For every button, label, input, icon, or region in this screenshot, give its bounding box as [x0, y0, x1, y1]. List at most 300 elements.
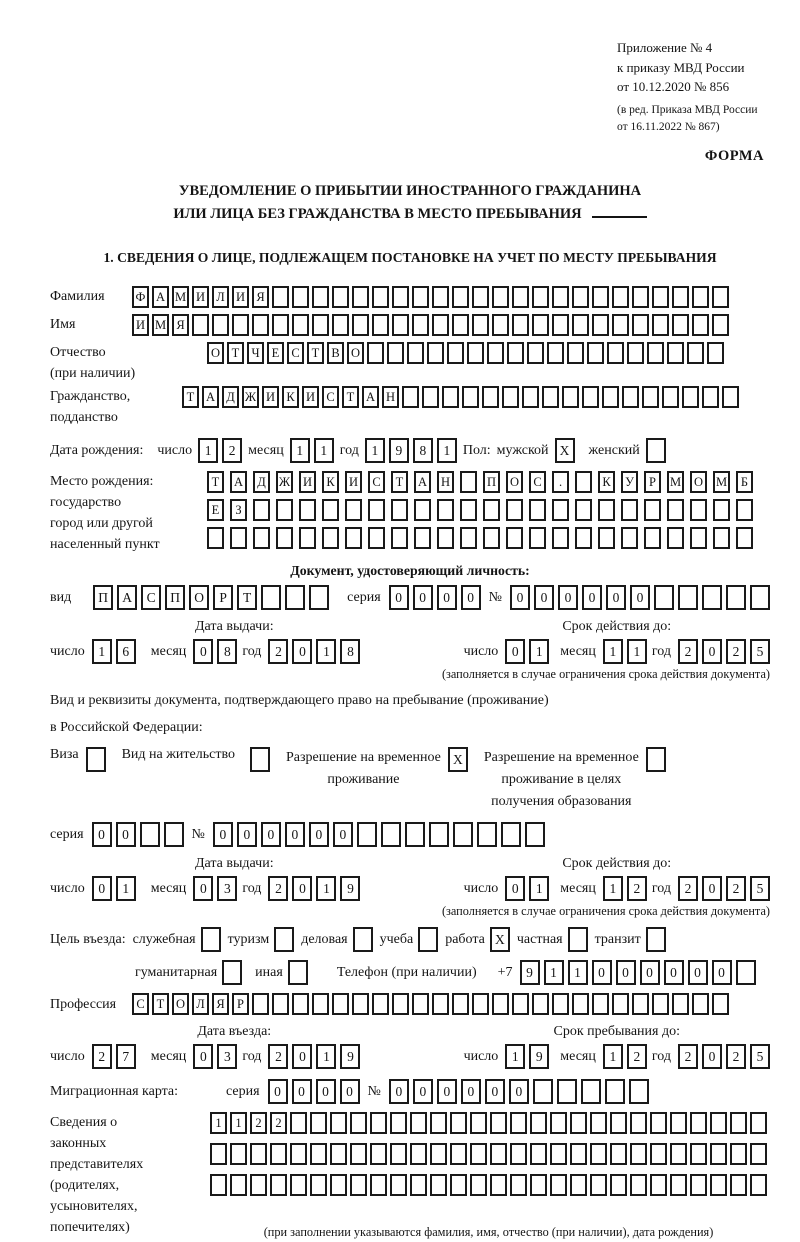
char-cell[interactable]: У	[621, 471, 638, 493]
char-cell[interactable]: А	[152, 286, 169, 308]
char-cell[interactable]: 2	[270, 1112, 287, 1134]
char-cell[interactable]	[322, 499, 339, 521]
char-cell[interactable]: О	[172, 993, 189, 1015]
char-cell[interactable]: О	[207, 342, 224, 364]
char-cell[interactable]: М	[172, 286, 189, 308]
char-cell[interactable]	[330, 1174, 347, 1196]
char-cell[interactable]: 0	[292, 1079, 312, 1104]
char-cell[interactable]: 1	[230, 1112, 247, 1134]
char-cell[interactable]	[250, 1174, 267, 1196]
char-cell[interactable]: 0	[712, 960, 732, 985]
char-cell[interactable]: Я	[252, 286, 269, 308]
char-cell[interactable]: И	[299, 471, 316, 493]
char-cell[interactable]: 1	[314, 438, 334, 463]
char-cell[interactable]	[550, 1143, 567, 1165]
char-cell[interactable]	[736, 499, 753, 521]
char-cell[interactable]	[310, 1112, 327, 1134]
char-cell[interactable]: 0	[193, 876, 213, 901]
char-cell[interactable]: 0	[640, 960, 660, 985]
char-cell[interactable]: 3	[217, 876, 237, 901]
char-cell[interactable]	[672, 286, 689, 308]
char-cell[interactable]: 2	[726, 639, 746, 664]
char-cell[interactable]	[512, 286, 529, 308]
char-cell[interactable]	[492, 993, 509, 1015]
char-cell[interactable]: 0	[606, 585, 626, 610]
char-cell[interactable]: 9	[340, 876, 360, 901]
char-cell[interactable]: О	[506, 471, 523, 493]
char-cell[interactable]	[532, 314, 549, 336]
char-cell[interactable]	[590, 1112, 607, 1134]
char-cell[interactable]	[390, 1143, 407, 1165]
char-cell[interactable]	[687, 342, 704, 364]
char-cell[interactable]	[506, 499, 523, 521]
char-cell[interactable]	[612, 286, 629, 308]
char-cell[interactable]	[450, 1143, 467, 1165]
char-cell[interactable]: 0	[592, 960, 612, 985]
char-cell[interactable]	[429, 822, 449, 847]
char-cell[interactable]: 5	[750, 639, 770, 664]
char-cell[interactable]: 0	[582, 585, 602, 610]
char-cell[interactable]	[402, 386, 419, 408]
char-cell[interactable]	[713, 527, 730, 549]
char-cell[interactable]: 6	[116, 639, 136, 664]
char-cell[interactable]	[552, 499, 569, 521]
char-cell[interactable]	[621, 499, 638, 521]
char-cell[interactable]: 1	[316, 876, 336, 901]
char-cell[interactable]	[692, 993, 709, 1015]
char-cell[interactable]	[510, 1143, 527, 1165]
char-cell[interactable]: Т	[237, 585, 257, 610]
char-cell[interactable]: 1	[603, 639, 623, 664]
char-cell[interactable]	[550, 1174, 567, 1196]
edu-residence-permit-checkbox[interactable]	[646, 747, 666, 772]
char-cell[interactable]: М	[152, 314, 169, 336]
char-cell[interactable]	[472, 286, 489, 308]
char-cell[interactable]	[650, 1143, 667, 1165]
char-cell[interactable]	[210, 1174, 227, 1196]
char-cell[interactable]	[572, 993, 589, 1015]
char-cell[interactable]	[483, 527, 500, 549]
char-cell[interactable]	[207, 527, 224, 549]
char-cell[interactable]: 0	[437, 1079, 457, 1104]
char-cell[interactable]: 1	[316, 1044, 336, 1069]
char-cell[interactable]	[612, 314, 629, 336]
char-cell[interactable]	[490, 1174, 507, 1196]
char-cell[interactable]: 1	[290, 438, 310, 463]
char-cell[interactable]	[412, 314, 429, 336]
char-cell[interactable]: 0	[437, 585, 457, 610]
char-cell[interactable]	[345, 527, 362, 549]
char-cell[interactable]	[410, 1112, 427, 1134]
char-cell[interactable]: 9	[529, 1044, 549, 1069]
char-cell[interactable]	[290, 1112, 307, 1134]
char-cell[interactable]	[510, 1112, 527, 1134]
char-cell[interactable]: М	[667, 471, 684, 493]
char-cell[interactable]	[390, 1112, 407, 1134]
char-cell[interactable]: 7	[116, 1044, 136, 1069]
char-cell[interactable]	[690, 1174, 707, 1196]
char-cell[interactable]: 0	[261, 822, 281, 847]
char-cell[interactable]: 0	[292, 1044, 312, 1069]
char-cell[interactable]: 1	[505, 1044, 525, 1069]
char-cell[interactable]	[654, 585, 674, 610]
char-cell[interactable]	[482, 386, 499, 408]
char-cell[interactable]	[477, 822, 497, 847]
purpose-humanitarian-checkbox[interactable]	[222, 960, 242, 985]
char-cell[interactable]: А	[362, 386, 379, 408]
char-cell[interactable]	[552, 314, 569, 336]
char-cell[interactable]	[736, 527, 753, 549]
char-cell[interactable]	[552, 993, 569, 1015]
char-cell[interactable]	[487, 342, 504, 364]
sex-male-checkbox[interactable]: X	[555, 438, 575, 463]
char-cell[interactable]	[192, 314, 209, 336]
char-cell[interactable]: 8	[340, 639, 360, 664]
char-cell[interactable]: И	[192, 286, 209, 308]
char-cell[interactable]	[572, 314, 589, 336]
char-cell[interactable]	[533, 1079, 553, 1104]
char-cell[interactable]	[512, 314, 529, 336]
char-cell[interactable]: Р	[232, 993, 249, 1015]
char-cell[interactable]	[710, 1174, 727, 1196]
char-cell[interactable]	[750, 1143, 767, 1165]
char-cell[interactable]: 0	[268, 1079, 288, 1104]
char-cell[interactable]: 0	[389, 585, 409, 610]
char-cell[interactable]	[527, 342, 544, 364]
char-cell[interactable]	[692, 286, 709, 308]
char-cell[interactable]	[352, 314, 369, 336]
char-cell[interactable]: 1	[116, 876, 136, 901]
char-cell[interactable]: К	[282, 386, 299, 408]
char-cell[interactable]	[690, 1112, 707, 1134]
char-cell[interactable]	[575, 527, 592, 549]
char-cell[interactable]: 9	[520, 960, 540, 985]
char-cell[interactable]	[570, 1143, 587, 1165]
visa-checkbox[interactable]	[86, 747, 106, 772]
char-cell[interactable]: П	[483, 471, 500, 493]
char-cell[interactable]: И	[132, 314, 149, 336]
char-cell[interactable]: Л	[212, 286, 229, 308]
char-cell[interactable]	[567, 342, 584, 364]
char-cell[interactable]: 0	[92, 876, 112, 901]
char-cell[interactable]	[490, 1112, 507, 1134]
char-cell[interactable]: 0	[389, 1079, 409, 1104]
char-cell[interactable]	[387, 342, 404, 364]
char-cell[interactable]	[285, 585, 305, 610]
char-cell[interactable]: И	[232, 286, 249, 308]
char-cell[interactable]: 8	[413, 438, 433, 463]
char-cell[interactable]	[644, 499, 661, 521]
char-cell[interactable]	[621, 527, 638, 549]
char-cell[interactable]	[272, 314, 289, 336]
sex-female-checkbox[interactable]	[646, 438, 666, 463]
char-cell[interactable]: 0	[702, 876, 722, 901]
char-cell[interactable]	[629, 1079, 649, 1104]
char-cell[interactable]	[261, 585, 281, 610]
char-cell[interactable]	[632, 314, 649, 336]
char-cell[interactable]	[670, 1143, 687, 1165]
char-cell[interactable]	[652, 993, 669, 1015]
char-cell[interactable]	[230, 1174, 247, 1196]
char-cell[interactable]	[230, 1143, 247, 1165]
char-cell[interactable]	[140, 822, 160, 847]
char-cell[interactable]: С	[132, 993, 149, 1015]
char-cell[interactable]: 1	[437, 438, 457, 463]
char-cell[interactable]	[592, 993, 609, 1015]
char-cell[interactable]	[483, 499, 500, 521]
char-cell[interactable]: С	[529, 471, 546, 493]
purpose-tourism-checkbox[interactable]	[274, 927, 294, 952]
char-cell[interactable]: 5	[750, 876, 770, 901]
char-cell[interactable]	[352, 286, 369, 308]
char-cell[interactable]	[370, 1143, 387, 1165]
char-cell[interactable]	[712, 314, 729, 336]
char-cell[interactable]: Ж	[276, 471, 293, 493]
char-cell[interactable]	[690, 527, 707, 549]
char-cell[interactable]	[672, 993, 689, 1015]
char-cell[interactable]	[290, 1143, 307, 1165]
char-cell[interactable]	[552, 527, 569, 549]
char-cell[interactable]	[332, 993, 349, 1015]
char-cell[interactable]	[530, 1174, 547, 1196]
char-cell[interactable]: 0	[534, 585, 554, 610]
char-cell[interactable]	[312, 314, 329, 336]
char-cell[interactable]	[450, 1112, 467, 1134]
char-cell[interactable]: З	[230, 499, 247, 521]
char-cell[interactable]: 2	[726, 876, 746, 901]
char-cell[interactable]: 2	[222, 438, 242, 463]
char-cell[interactable]	[381, 822, 401, 847]
char-cell[interactable]	[412, 993, 429, 1015]
purpose-transit-checkbox[interactable]	[646, 927, 666, 952]
char-cell[interactable]: Я	[212, 993, 229, 1015]
char-cell[interactable]: А	[414, 471, 431, 493]
char-cell[interactable]	[722, 386, 739, 408]
char-cell[interactable]	[412, 286, 429, 308]
char-cell[interactable]	[630, 1112, 647, 1134]
char-cell[interactable]	[627, 342, 644, 364]
char-cell[interactable]	[310, 1143, 327, 1165]
char-cell[interactable]: 0	[292, 639, 312, 664]
char-cell[interactable]: 0	[485, 1079, 505, 1104]
char-cell[interactable]	[370, 1174, 387, 1196]
char-cell[interactable]	[270, 1174, 287, 1196]
char-cell[interactable]: 2	[678, 876, 698, 901]
char-cell[interactable]: 2	[627, 876, 647, 901]
char-cell[interactable]: Ф	[132, 286, 149, 308]
char-cell[interactable]	[452, 286, 469, 308]
char-cell[interactable]	[350, 1143, 367, 1165]
char-cell[interactable]: Т	[227, 342, 244, 364]
char-cell[interactable]: 1	[92, 639, 112, 664]
char-cell[interactable]: 1	[627, 639, 647, 664]
char-cell[interactable]	[350, 1174, 367, 1196]
char-cell[interactable]: С	[141, 585, 161, 610]
char-cell[interactable]	[437, 527, 454, 549]
char-cell[interactable]	[272, 993, 289, 1015]
char-cell[interactable]	[670, 1174, 687, 1196]
char-cell[interactable]: 0	[702, 1044, 722, 1069]
purpose-business-checkbox[interactable]	[353, 927, 373, 952]
char-cell[interactable]: 2	[627, 1044, 647, 1069]
char-cell[interactable]: К	[598, 471, 615, 493]
char-cell[interactable]: Д	[253, 471, 270, 493]
char-cell[interactable]	[299, 499, 316, 521]
char-cell[interactable]: 0	[333, 822, 353, 847]
char-cell[interactable]	[391, 499, 408, 521]
char-cell[interactable]	[330, 1112, 347, 1134]
char-cell[interactable]: 0	[509, 1079, 529, 1104]
char-cell[interactable]	[542, 386, 559, 408]
char-cell[interactable]: 0	[193, 639, 213, 664]
char-cell[interactable]: 0	[461, 1079, 481, 1104]
char-cell[interactable]	[736, 960, 756, 985]
char-cell[interactable]: 1	[603, 876, 623, 901]
char-cell[interactable]: 3	[217, 1044, 237, 1069]
char-cell[interactable]: 5	[750, 1044, 770, 1069]
char-cell[interactable]: 2	[250, 1112, 267, 1134]
char-cell[interactable]: Т	[182, 386, 199, 408]
char-cell[interactable]	[501, 822, 521, 847]
char-cell[interactable]	[453, 822, 473, 847]
char-cell[interactable]	[405, 822, 425, 847]
char-cell[interactable]	[552, 286, 569, 308]
residence-permit-checkbox[interactable]	[250, 747, 270, 772]
char-cell[interactable]: И	[262, 386, 279, 408]
char-cell[interactable]	[690, 499, 707, 521]
char-cell[interactable]: 2	[268, 1044, 288, 1069]
char-cell[interactable]	[253, 499, 270, 521]
char-cell[interactable]	[650, 1112, 667, 1134]
purpose-private-checkbox[interactable]	[568, 927, 588, 952]
char-cell[interactable]	[462, 386, 479, 408]
char-cell[interactable]	[372, 286, 389, 308]
char-cell[interactable]	[470, 1112, 487, 1134]
char-cell[interactable]	[630, 1174, 647, 1196]
char-cell[interactable]	[632, 993, 649, 1015]
char-cell[interactable]: 0	[116, 822, 136, 847]
char-cell[interactable]: О	[347, 342, 364, 364]
char-cell[interactable]: 0	[193, 1044, 213, 1069]
char-cell[interactable]	[432, 314, 449, 336]
char-cell[interactable]	[407, 342, 424, 364]
char-cell[interactable]	[650, 1174, 667, 1196]
char-cell[interactable]	[309, 585, 329, 610]
char-cell[interactable]	[632, 286, 649, 308]
char-cell[interactable]: П	[165, 585, 185, 610]
char-cell[interactable]: 0	[309, 822, 329, 847]
purpose-study-checkbox[interactable]	[418, 927, 438, 952]
char-cell[interactable]	[750, 1112, 767, 1134]
char-cell[interactable]	[530, 1143, 547, 1165]
char-cell[interactable]	[460, 499, 477, 521]
char-cell[interactable]: 0	[92, 822, 112, 847]
char-cell[interactable]	[492, 286, 509, 308]
char-cell[interactable]	[730, 1112, 747, 1134]
char-cell[interactable]	[692, 314, 709, 336]
char-cell[interactable]	[292, 993, 309, 1015]
char-cell[interactable]	[667, 499, 684, 521]
char-cell[interactable]: 0	[316, 1079, 336, 1104]
char-cell[interactable]: И	[345, 471, 362, 493]
char-cell[interactable]	[644, 527, 661, 549]
char-cell[interactable]	[525, 822, 545, 847]
char-cell[interactable]	[529, 527, 546, 549]
char-cell[interactable]: 1	[210, 1112, 227, 1134]
char-cell[interactable]	[332, 314, 349, 336]
char-cell[interactable]	[357, 822, 377, 847]
char-cell[interactable]	[592, 314, 609, 336]
char-cell[interactable]: 0	[558, 585, 578, 610]
char-cell[interactable]	[530, 1112, 547, 1134]
char-cell[interactable]	[667, 527, 684, 549]
char-cell[interactable]: Т	[342, 386, 359, 408]
char-cell[interactable]	[702, 585, 722, 610]
char-cell[interactable]: 2	[678, 639, 698, 664]
char-cell[interactable]	[502, 386, 519, 408]
char-cell[interactable]	[730, 1174, 747, 1196]
char-cell[interactable]	[447, 342, 464, 364]
char-cell[interactable]: 2	[678, 1044, 698, 1069]
char-cell[interactable]: 0	[702, 639, 722, 664]
char-cell[interactable]	[430, 1174, 447, 1196]
char-cell[interactable]	[550, 1112, 567, 1134]
char-cell[interactable]: 2	[268, 639, 288, 664]
char-cell[interactable]	[432, 286, 449, 308]
char-cell[interactable]	[430, 1143, 447, 1165]
char-cell[interactable]	[410, 1143, 427, 1165]
char-cell[interactable]	[252, 314, 269, 336]
char-cell[interactable]	[522, 386, 539, 408]
char-cell[interactable]	[630, 1143, 647, 1165]
char-cell[interactable]: 1	[568, 960, 588, 985]
char-cell[interactable]	[372, 993, 389, 1015]
char-cell[interactable]	[682, 386, 699, 408]
char-cell[interactable]: 0	[340, 1079, 360, 1104]
purpose-other-checkbox[interactable]	[288, 960, 308, 985]
char-cell[interactable]: П	[93, 585, 113, 610]
char-cell[interactable]	[452, 993, 469, 1015]
char-cell[interactable]: А	[202, 386, 219, 408]
char-cell[interactable]	[470, 1174, 487, 1196]
char-cell[interactable]: Е	[267, 342, 284, 364]
char-cell[interactable]	[512, 993, 529, 1015]
char-cell[interactable]: 0	[510, 585, 530, 610]
char-cell[interactable]: 0	[461, 585, 481, 610]
char-cell[interactable]: 1	[198, 438, 218, 463]
char-cell[interactable]: 0	[413, 1079, 433, 1104]
char-cell[interactable]	[670, 1112, 687, 1134]
char-cell[interactable]	[707, 342, 724, 364]
char-cell[interactable]: В	[327, 342, 344, 364]
char-cell[interactable]	[590, 1174, 607, 1196]
char-cell[interactable]	[322, 527, 339, 549]
char-cell[interactable]	[690, 1143, 707, 1165]
char-cell[interactable]: 2	[92, 1044, 112, 1069]
char-cell[interactable]: 1	[316, 639, 336, 664]
char-cell[interactable]: 0	[505, 639, 525, 664]
char-cell[interactable]: А	[117, 585, 137, 610]
char-cell[interactable]: И	[302, 386, 319, 408]
char-cell[interactable]: А	[230, 471, 247, 493]
char-cell[interactable]	[270, 1143, 287, 1165]
char-cell[interactable]	[570, 1174, 587, 1196]
char-cell[interactable]: С	[287, 342, 304, 364]
char-cell[interactable]	[652, 286, 669, 308]
char-cell[interactable]	[299, 527, 316, 549]
char-cell[interactable]	[652, 314, 669, 336]
char-cell[interactable]: 0	[285, 822, 305, 847]
